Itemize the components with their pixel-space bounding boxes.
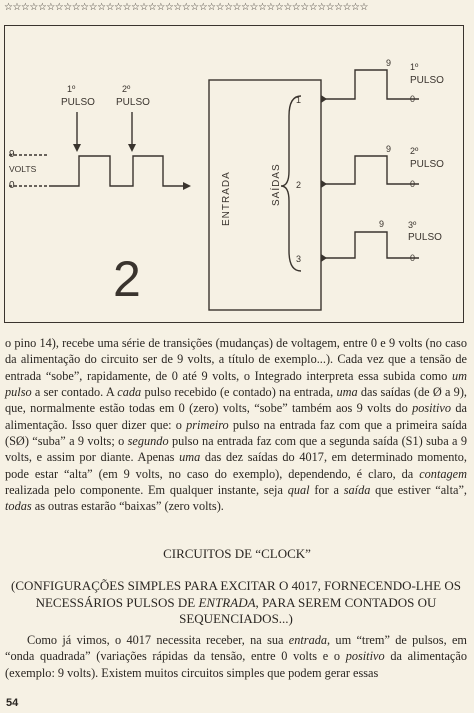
- output1-label: PULSO: [410, 75, 444, 86]
- emphasis-text: positivo: [412, 401, 452, 416]
- input-waveform: [49, 156, 183, 186]
- output2-index: 2: [296, 180, 302, 190]
- output2-arrowhead: [321, 180, 327, 188]
- text-run: realizada pelo componente. Em qualquer instante, seja: [5, 483, 288, 498]
- output1-waveform: [321, 70, 419, 99]
- output3-label: PULSO: [408, 232, 442, 243]
- output3-high: 9: [379, 219, 385, 229]
- pulse1-label: PULSO: [61, 97, 95, 108]
- emphasis-text: uma: [179, 450, 201, 465]
- output3-index: 3: [296, 254, 302, 264]
- input-volts-unit: VOLTS: [9, 164, 37, 174]
- text-run: das dez saídas do 4017, em determinado momento, pode estar “alta” (em 9 volts, no caso do exemplo), dependendo, é claro, da: [5, 450, 467, 481]
- output3-low: 0: [410, 253, 416, 263]
- decorative-star-border: ☆☆☆☆☆☆☆☆☆☆☆☆☆☆☆☆☆☆☆☆☆☆☆☆☆☆☆☆☆☆☆☆☆☆☆☆☆☆☆☆☆☆☆: [4, 2, 368, 13]
- text-run: pulso recebido (e contado) na entrada,: [141, 385, 337, 400]
- text-run: pulso na entrada faz com que a segunda saída (S1) suba a 9 volts, e assim por diante. Apenas: [5, 434, 467, 465]
- pulse2-label: PULSO: [116, 97, 150, 108]
- figure-2-diagram: [4, 25, 464, 323]
- body-paragraph-1: [5, 335, 467, 515]
- output1-low: 0: [410, 94, 416, 104]
- emphasis-text: um pulso: [5, 368, 467, 400]
- pulse2-number: 2º: [122, 84, 131, 94]
- output2-high: 9: [386, 144, 392, 154]
- emphasis-text: ENTRADA: [198, 594, 256, 610]
- text-run: das saídas (de Ø a 9), que, normalmente estão todas em 0 (zero) volts, “sobe” também aos 9 volts do: [5, 385, 467, 416]
- emphasis-text: primeiro: [186, 417, 229, 432]
- emphasis-text: uma: [336, 385, 358, 400]
- output3-number: 3º: [408, 220, 417, 230]
- emphasis-text: saída: [343, 483, 371, 498]
- output2-low: 0: [410, 179, 416, 189]
- output3-waveform: [321, 232, 419, 258]
- page-number: 54: [6, 697, 19, 709]
- emphasis-text: contagem: [419, 466, 467, 481]
- output1-number: 1º: [410, 62, 419, 72]
- text-run: que estiver “alta”,: [370, 483, 468, 498]
- emphasis-text: segundo: [127, 434, 169, 449]
- emphasis-text: todas: [5, 499, 32, 514]
- text-run: , PARA SEREM CONTADOS OU SEQUENCIADOS...): [179, 594, 437, 626]
- output2-number: 2º: [410, 146, 419, 156]
- output2-waveform: [321, 156, 419, 184]
- entrada-label: ENTRADA: [221, 171, 232, 226]
- emphasis-text: cada: [117, 385, 142, 400]
- emphasis-text: positivo: [345, 649, 385, 664]
- pulse1-number: 1º: [67, 84, 76, 94]
- counter-timing-diagram: [5, 26, 463, 322]
- text-run: a ser contado. A: [31, 385, 118, 400]
- text-run: da alimentação. Isso quer dizer que: o: [5, 401, 467, 432]
- pulse1-arrowhead: [73, 144, 81, 152]
- output1-arrowhead: [321, 95, 327, 103]
- text-run: for a: [309, 483, 344, 498]
- output2-label: PULSO: [410, 159, 444, 170]
- emphasis-text: qual: [287, 483, 310, 498]
- saidas-label: SAÍDAS: [271, 163, 282, 206]
- text-run: as outras estarão “baixas” (zero volts).: [31, 499, 224, 514]
- text-run: pulso na entrada faz com que a primeira saída (SØ) “suba” a 9 volts; o: [5, 417, 468, 449]
- entrada-arrowhead: [183, 182, 191, 190]
- text-run: da alimentação (exemplo: 9 volts). Existem muitos circuitos simples que podem gerar essas: [5, 649, 467, 680]
- emphasis-text: entrada: [288, 633, 328, 647]
- output1-high: 9: [386, 58, 392, 68]
- section-title: CIRCUITOS DE “CLOCK”: [163, 546, 311, 561]
- text-run: (CONFIGURAÇÕES SIMPLES PARA EXCITAR O 4017, FORNECENDO-LHE OS NECESSÁRIOS PULSOS DE: [11, 578, 461, 610]
- output1-index: 1: [296, 95, 302, 105]
- output3-arrowhead: [321, 254, 327, 262]
- body-paragraph-2: [5, 632, 467, 681]
- text-run: Como já vimos, o 4017 necessita receber, na sua: [27, 633, 289, 647]
- figure-number: 2: [113, 251, 141, 307]
- input-low-value: 0: [9, 180, 15, 191]
- section-subtitle: [5, 578, 467, 628]
- pulse2-arrowhead: [128, 144, 136, 152]
- input-high-value: 9: [9, 149, 15, 160]
- text-run: o pino 14), recebe uma série de transições (mudanças) de voltagem, entre 0 e 9 volts (no caso da alimentação do circuito ser de 9 volts, a título de exemplo...). Cada vez que a tensão de entrada “sobe”, rapidamente, de 0 até 9 volts, o Integrado interpreta essa subida como: [5, 336, 467, 383]
- text-run: , um “trem” de pulsos, em “onda quadrada” (variações rápidas da tensão, entre 0 volts e o: [5, 633, 467, 664]
